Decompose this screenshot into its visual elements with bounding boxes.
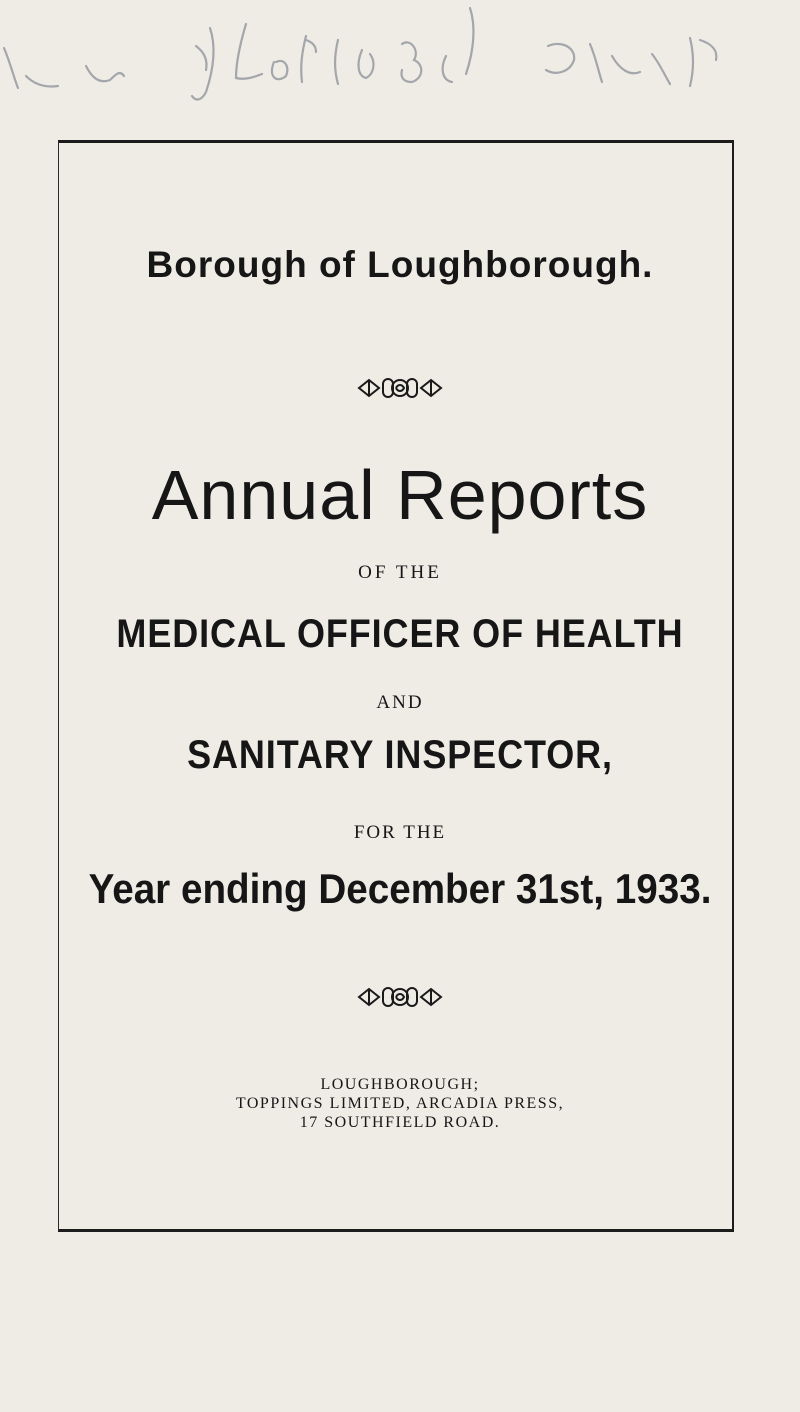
bottom-ornament-icon: [355, 983, 445, 1011]
imprint-place: LOUGHBOROUGH;: [320, 1076, 480, 1093]
annual-reports-title: Annual Reports: [151, 456, 649, 534]
top-ornament-icon: [355, 374, 445, 402]
and-text: AND: [376, 692, 424, 713]
page-border: [58, 140, 734, 1232]
imprint-address: 17 SOUTHFIELD ROAD.: [299, 1114, 501, 1131]
printer-imprint: [0, 1075, 800, 1132]
borough-heading: Borough of Loughborough.: [146, 244, 654, 285]
handwritten-annotation: [0, 0, 800, 110]
imprint-printer: TOPPINGS LIMITED, ARCADIA PRESS,: [235, 1095, 565, 1112]
medical-officer-heading: MEDICAL OFFICER OF HEALTH: [116, 612, 684, 656]
year-ending-heading: Year ending December 31st, 1933.: [88, 865, 712, 912]
sanitary-inspector-heading: SANITARY INSPECTOR,: [187, 733, 613, 777]
of-the-text: OF THE: [358, 562, 442, 583]
for-the-text: FOR THE: [353, 822, 447, 843]
